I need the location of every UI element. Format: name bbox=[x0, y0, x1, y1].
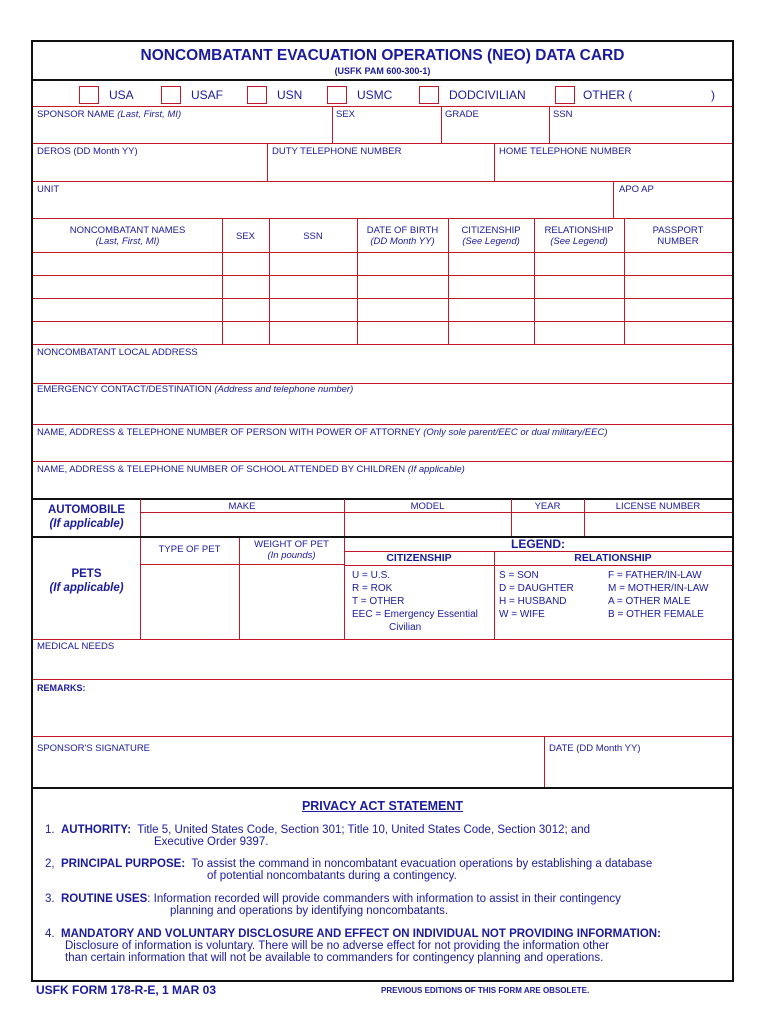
legend-citizenship-item: T = OTHER bbox=[352, 596, 405, 607]
table-row[interactable] bbox=[33, 299, 732, 321]
privacy-item-disclosure: 4. MANDATORY AND VOLUNTARY DISCLOSURE AND EFFECT ON INDIVIDUAL NOT PROVIDING INFORMATION: bbox=[45, 928, 661, 940]
automobile-hint: (If applicable) bbox=[49, 518, 124, 530]
checkbox-usmc[interactable] bbox=[327, 86, 347, 104]
form-frame bbox=[31, 40, 734, 982]
legend-relationship-item: D = DAUGHTER bbox=[499, 583, 574, 594]
legend-relationship-title: RELATIONSHIP bbox=[574, 552, 652, 564]
remarks-field[interactable]: REMARKS: bbox=[37, 683, 86, 693]
form-title: NONCOMBATANT EVACUATION OPERATIONS (NEO) DATA CARD bbox=[140, 47, 625, 64]
header-sex: SEX bbox=[235, 231, 255, 242]
privacy-item-authority: 1. AUTHORITY: Title 5, United States Code, Section 301; Title 10, United States Code, Section 3012; and bbox=[45, 824, 591, 836]
privacy-item-routine-uses-cont: planning and operations by identifying noncombatants. bbox=[170, 905, 449, 917]
header-ssn: SSN bbox=[303, 231, 323, 242]
home-phone-field[interactable]: HOME TELEPHONE NUMBER bbox=[499, 146, 632, 157]
checkbox-usn[interactable] bbox=[247, 86, 267, 104]
header-noncombatant-names: NONCOMBATANT NAMES (Last, First, MI) bbox=[69, 225, 186, 247]
license-header: LICENSE NUMBER bbox=[615, 501, 701, 512]
sponsor-grade-field[interactable]: GRADE bbox=[445, 109, 479, 120]
legend-citizenship-title: CITIZENSHIP bbox=[386, 552, 452, 564]
obsolete-notice: PREVIOUS EDITIONS OF THIS FORM ARE OBSOLETE. bbox=[381, 986, 590, 995]
legend-relationship-item: W = WIFE bbox=[499, 609, 545, 620]
header-date-of-birth: DATE OF BIRTH (DD Month YY) bbox=[366, 225, 439, 247]
title-divider bbox=[33, 79, 732, 81]
legend-relationship-item: M = MOTHER/IN-LAW bbox=[608, 583, 709, 594]
privacy-item-routine-uses: 3. ROUTINE USES: Information recorded will provide commanders with information to assist in their contingency bbox=[45, 893, 621, 905]
year-header: YEAR bbox=[534, 501, 561, 512]
unit-field[interactable]: UNIT bbox=[37, 184, 60, 195]
deros-field[interactable]: DEROS (DD Month YY) bbox=[37, 146, 138, 157]
legend-citizenship-item: EEC = Emergency Essential bbox=[352, 609, 478, 620]
model-input[interactable] bbox=[345, 513, 510, 536]
model-header: MODEL bbox=[410, 501, 445, 512]
form-subtitle: (USFK PAM 600-300-1) bbox=[334, 66, 431, 76]
date-field[interactable]: DATE (DD Month YY) bbox=[549, 743, 641, 754]
legend-relationship-item: F = FATHER/IN-LAW bbox=[608, 570, 702, 581]
legend-title: LEGEND: bbox=[511, 537, 565, 551]
privacy-item-disclosure-text: Disclosure of information is voluntary. There will be no adverse effect for not providing the information other bbox=[65, 940, 609, 952]
sponsor-name-field[interactable]: SPONSOR NAME (Last, First, MI) bbox=[37, 109, 182, 120]
apo-field[interactable]: APO AP bbox=[619, 184, 654, 195]
service-label-dodcivilian: DODCIVILIAN bbox=[449, 88, 526, 102]
privacy-item-purpose: 2, PRINCIPAL PURPOSE: To assist the command in noncombatant evacuation operations by establishing a database bbox=[45, 858, 653, 870]
pet-type-input[interactable] bbox=[141, 565, 238, 638]
header-relationship: RELATIONSHIP (See Legend) bbox=[544, 225, 614, 247]
legend-relationship-item: S = SON bbox=[499, 570, 539, 581]
privacy-item-authority-cont: Executive Order 9397. bbox=[154, 836, 269, 848]
privacy-act-title: PRIVACY ACT STATEMENT bbox=[301, 799, 464, 813]
signature-field[interactable]: SPONSOR'S SIGNATURE bbox=[37, 743, 151, 754]
privacy-item-disclosure-cont: than certain information that will not be available to commanders for contingency planning and operations. bbox=[65, 952, 604, 964]
year-input[interactable] bbox=[512, 513, 583, 536]
duty-phone-field[interactable]: DUTY TELEPHONE NUMBER bbox=[272, 146, 402, 157]
sponsor-ssn-field[interactable]: SSN bbox=[553, 109, 573, 120]
pet-type-header: TYPE OF PET bbox=[158, 544, 221, 555]
license-input[interactable] bbox=[585, 513, 731, 536]
power-of-attorney-field[interactable]: NAME, ADDRESS & TELEPHONE NUMBER OF PERSON WITH POWER OF ATTORNEY (Only sole parent/EEC or dual military/EEC) bbox=[37, 427, 608, 438]
legend-relationship-item: H = HUSBAND bbox=[499, 596, 567, 607]
legend-citizenship-item: Civilian bbox=[389, 622, 422, 633]
medical-needs-field[interactable]: MEDICAL NEEDS bbox=[37, 641, 115, 652]
table-row[interactable] bbox=[33, 253, 732, 275]
pets-hint: (If applicable) bbox=[49, 582, 124, 594]
legend-relationship-item: A = OTHER MALE bbox=[608, 596, 691, 607]
checkbox-dodcivilian[interactable] bbox=[419, 86, 439, 104]
local-address-field[interactable]: NONCOMBATANT LOCAL ADDRESS bbox=[37, 347, 198, 358]
school-field[interactable]: NAME, ADDRESS & TELEPHONE NUMBER OF SCHOOL ATTENDED BY CHILDREN (If applicable) bbox=[37, 464, 465, 475]
privacy-item-purpose-cont: of potential noncombatants during a contingency. bbox=[207, 870, 457, 882]
service-label-usaf: USAF bbox=[191, 88, 224, 102]
automobile-label: AUTOMOBILE bbox=[47, 504, 126, 516]
pet-weight-input[interactable] bbox=[240, 565, 343, 638]
table-row[interactable] bbox=[33, 276, 732, 298]
pets-label: PETS bbox=[71, 568, 102, 580]
make-header: MAKE bbox=[228, 501, 256, 512]
legend-citizenship-item: R = ROK bbox=[352, 583, 393, 594]
table-row[interactable] bbox=[33, 322, 732, 344]
header-citizenship: CITIZENSHIP (See Legend) bbox=[461, 225, 521, 247]
service-label-usmc: USMC bbox=[357, 88, 393, 102]
service-label-other: OTHER ( bbox=[583, 88, 633, 102]
form-number: USFK FORM 178-R-E, 1 MAR 03 bbox=[36, 983, 217, 997]
make-input[interactable] bbox=[141, 513, 343, 536]
service-other-close-paren: ) bbox=[711, 88, 715, 102]
header-passport-number: PASSPORT NUMBER bbox=[652, 225, 704, 247]
checkbox-usa[interactable] bbox=[79, 86, 99, 104]
checkbox-other[interactable] bbox=[555, 86, 575, 104]
legend-relationship-item: B = OTHER FEMALE bbox=[608, 609, 704, 620]
checkbox-usaf[interactable] bbox=[161, 86, 181, 104]
pet-weight-header: WEIGHT OF PET (In pounds) bbox=[254, 539, 329, 561]
service-label-usa: USA bbox=[109, 88, 134, 102]
emergency-contact-field[interactable]: EMERGENCY CONTACT/DESTINATION (Address and telephone number) bbox=[37, 384, 354, 395]
sponsor-sex-field[interactable]: SEX bbox=[336, 109, 356, 120]
legend-citizenship-item: U = U.S. bbox=[352, 570, 391, 581]
service-label-usn: USN bbox=[277, 88, 303, 102]
